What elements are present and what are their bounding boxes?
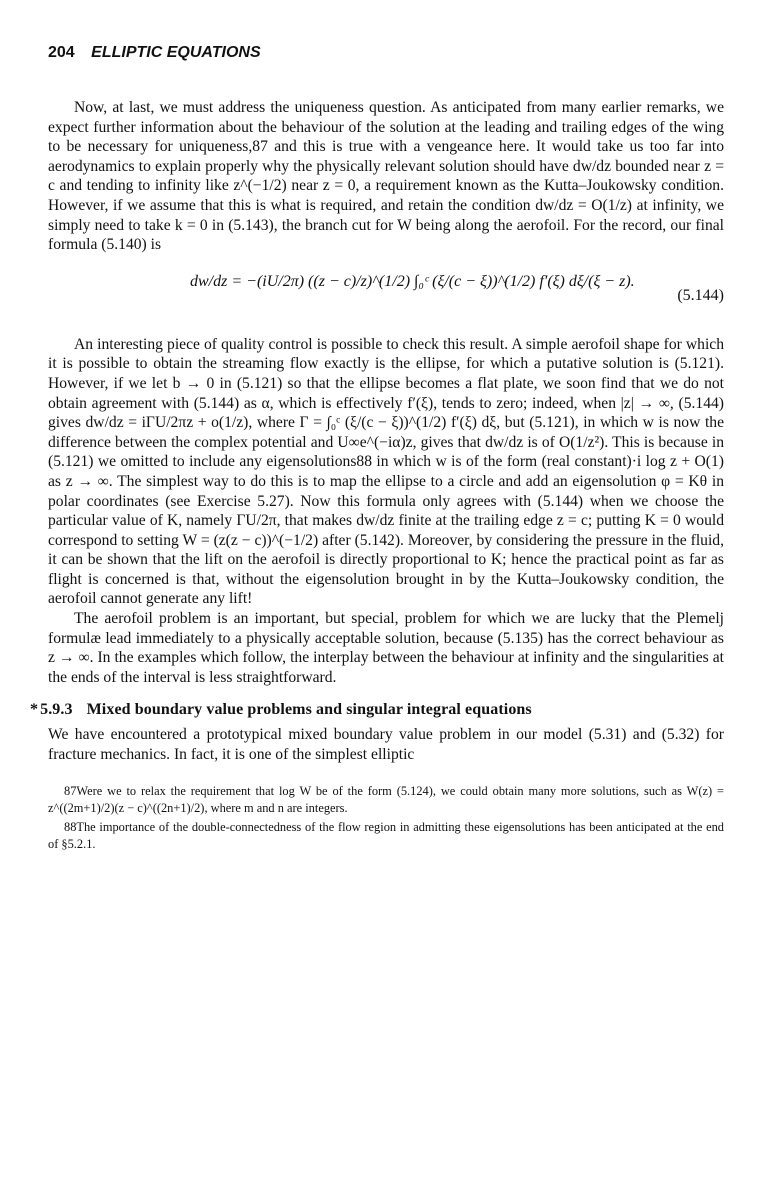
paragraph-aerofoil-problem: The aerofoil problem is an important, but special, problem for which we are lucky that the Plemelj formulæ lead immediately to a physically acceptable solution, because (5.135) has the correct behaviour as z → ∞. In the examples which follow, the interplay between the behaviour at infinity and the singularities at the ends of the interval is less straightforward.	[48, 610, 724, 686]
equation-expression: dw/dz = −(iU/2π) ((z − c)/z)^(1/2) ∫₀ᶜ (ξ/(c − ξ))^(1/2) f′(ξ) dξ/(ξ − z).	[190, 272, 635, 290]
book-page	[30, 44, 724, 855]
running-header	[48, 44, 724, 68]
section-heading	[30, 701, 724, 719]
paragraph-mixed-boundary: We have encountered a prototypical mixed boundary value problem in our model (5.31) and (5.32) for fracture mechanics. In fact, it is one of the simplest elliptic	[48, 726, 724, 764]
section-number: 5.9.3	[40, 701, 73, 719]
equation-5-144	[48, 269, 724, 327]
footnote-87: 87Were we to relax the requirement that log W be of the form (5.124), we could obtain many more solutions, such as W(z) = z^((2m+1)/2)(z − c)^((2n+1)/2), where m and n are integers.	[48, 783, 724, 815]
paragraph-quality-control: An interesting piece of quality control is possible to check this result. A simple aerofoil shape for which it is possible to obtain the streaming flow exactly is the ellipse, for which a putative solution is (5.121). However, if we let b → 0 in (5.121) so that the ellipse becomes a flat plate, we soon find that we do not obtain agreement with (5.144) as α, which is effectively f′(ξ), tends to zero; indeed, when |z| → ∞, (5.144) gives dw/dz = iΓU/2πz + o(1/z), where Γ = ∫₀ᶜ (ξ/(c − ξ))^(1/2) f′(ξ) dξ, but (5.121), in which w is now the difference between the complex potential and U∞e^(−iα)z, gives that dw/dz is of O(1/z²). This is because in (5.121) we omitted to include any eigensolutions88 in which w is of the form (real constant)·i log z + O(1) as z → ∞. The simplest way to do this is to map the ellipse to a circle and add an eigensolution φ = Kθ in polar coordinates (see Exercise 5.27). Now this formula only agrees with (5.144) when we choose the particular value of K, namely ΓU/2π, that makes dw/dz finite at the trailing edge z = c; putting K = 0 would correspond to setting W = (z(z − c))^(−1/2) after (5.142). Moreover, by considering the pressure in the fluid, it can be shown that the lift on the aerofoil is directly proportional to K; hence the practical point as far as flight is concerned is that, without the eigensolution brought in by the Kutta–Joukowsky condition, the aerofoil cannot generate any lift!	[48, 335, 724, 608]
footnotes	[48, 783, 724, 853]
page-number: 204	[48, 44, 75, 61]
paragraph-kutta-joukowsky: Now, at last, we must address the uniqueness question. As anticipated from many earlier remarks, we expect further information about the behaviour of the solution at the leading and trailing edges of the wing to be necessary for uniqueness,87 and this is true with a vengeance here. It would take us too far into aerodynamics to explain properly why the physically relevant solution should have dw/dz bounded near z = c and tending to infinity like z^(−1/2) near z = 0, a requirement known as the Kutta–Joukowsky condition. However, if we assume that this is what is required, and retain the condition dw/dz = O(1/z) at infinity, we simply need to take k = 0 in (5.143), the branch cut for W being along the aerofoil. For the record, our final formula (5.140) is	[48, 99, 724, 254]
running-title: ELLIPTIC EQUATIONS	[91, 44, 261, 61]
section-title: Mixed boundary value problems and singular integral equations	[86, 701, 532, 719]
equation-number: (5.144)	[677, 286, 724, 304]
footnote-88: 88The importance of the double-connectedness of the flow region in admitting these eigensolutions has been anticipated at the end of §5.2.1.	[48, 819, 724, 851]
section-star: *	[30, 701, 39, 719]
